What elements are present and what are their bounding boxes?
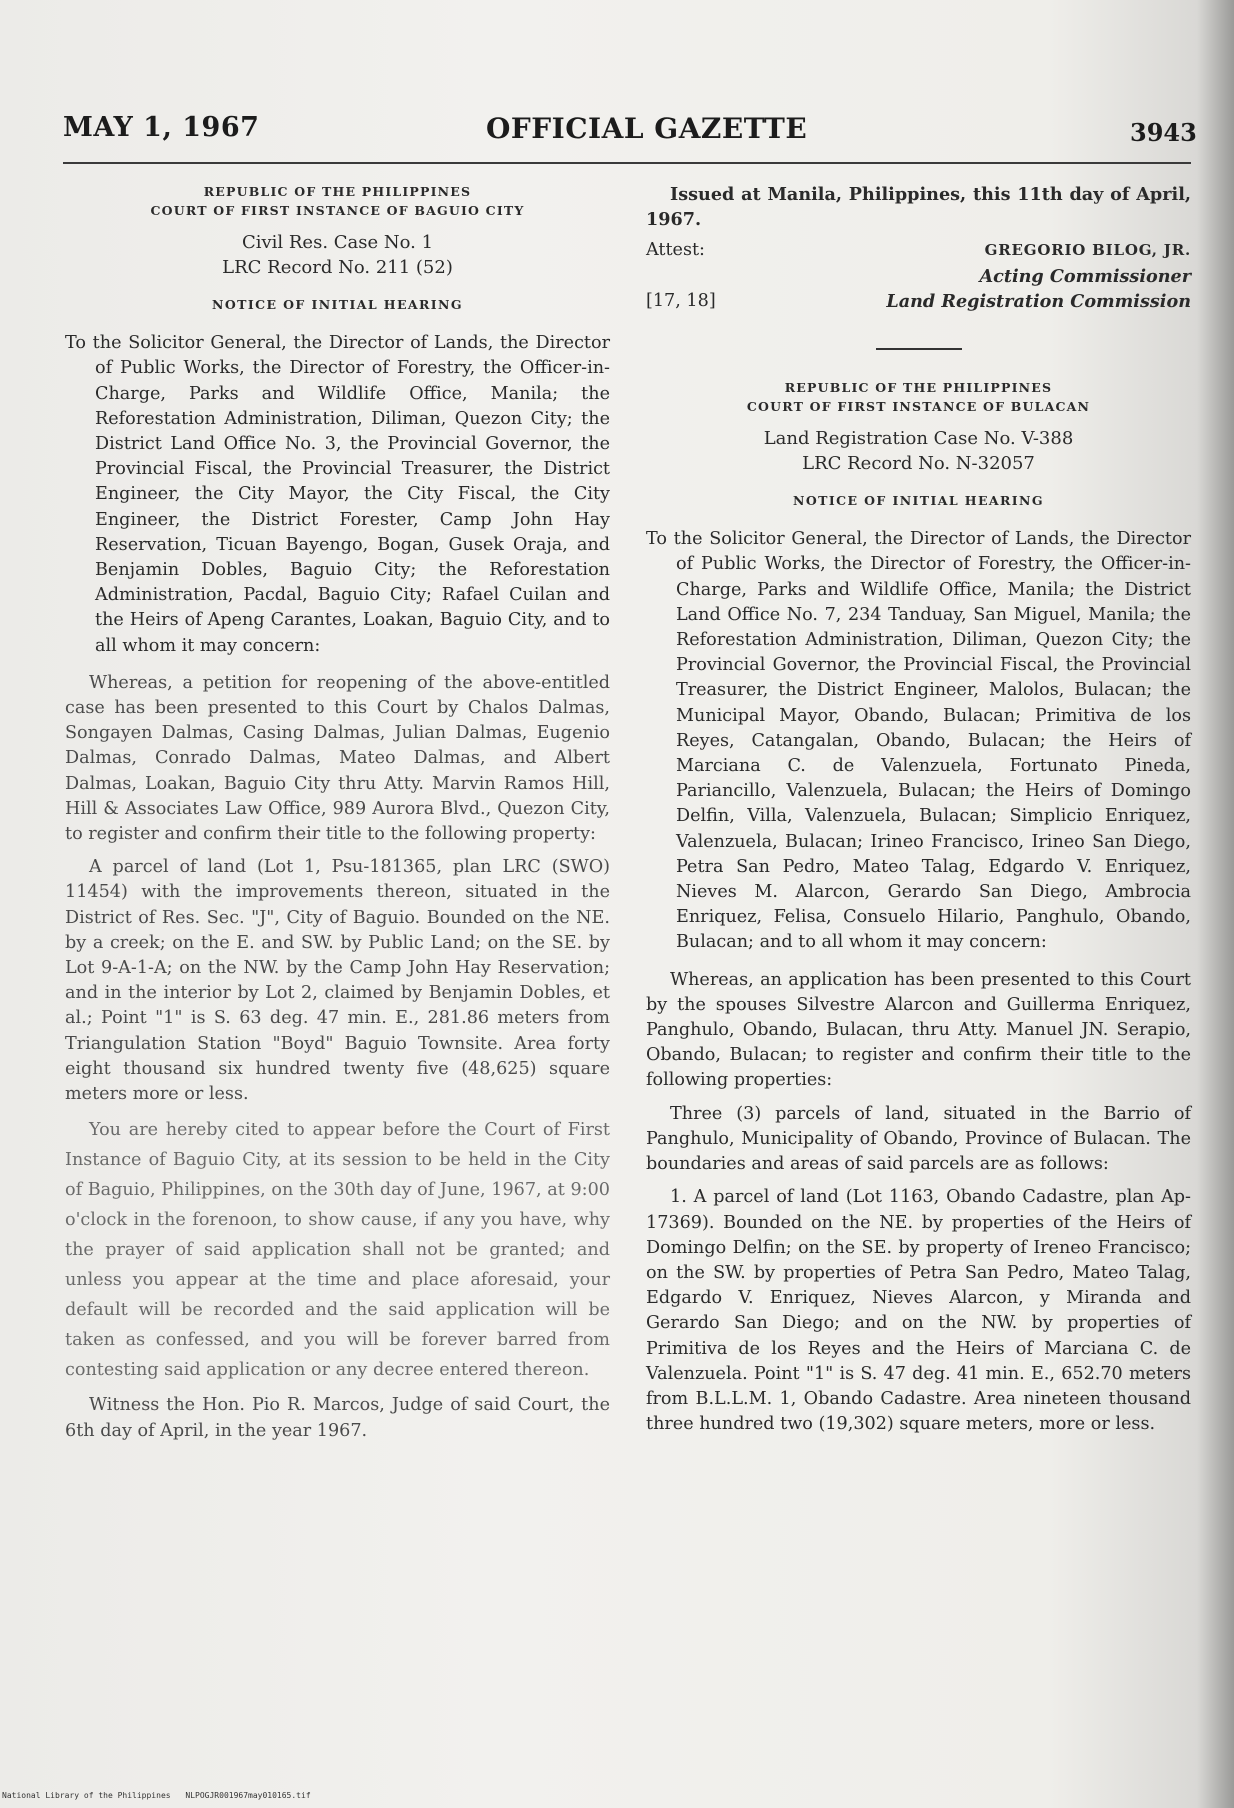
petition-paragraph: Whereas, a petition for reopening of the above-entitled case has been presented to this Court by Chalos Dalmas, Songayen Dalmas, Casing Dalmas, Julian Dalmas, Eugenio Dalmas, Conrado Dalmas, Mateo Dalmas, and Albert Dalmas, Loakan, Baguio City thru Atty. Marvin Ramos Hill, Hill & Associates Law Office, 989 Aurora Blvd., Quezon City, to register and confirm their title to the following property:	[65, 672, 610, 845]
citation-paragraph: You are hereby cited to appear before the Court of First Instance of Baguio City, at its session to be held in the City of Baguio, Philippines, on the 30th day of June, 1967, at 9:00 o'clock in the forenoon, to show cause, if any you have, why the prayer of said application shall not be granted; and unless you appear at the time and place aforesaid, your default will be recorded and the said application will be taken as confessed, and you will be forever barred from contesting said application or any decree entered thereon.	[65, 1120, 610, 1381]
lot-description-paragraph: 1. A parcel of land (Lot 1163, Obando Cadastre, plan Ap-17369). Bounded on the NE. by properties of the Heirs of Domingo Delfin; on the SE. by property of Ireneo Francisco; on the SW. by properties of Petra San Pedro, Mateo Talag, Edgardo V. Enriquez, Nieves Alarcon, y Miranda and Gerardo San Diego; and on the NW. by properties of Primitiva de los Reyes and the Heirs of Marciana C. de Valenzuela. Point "1" is S. 47 deg. 41 min. E., 652.70 meters from B.L.L.M. 1, Obando Cadastre. Area nineteen thousand three hundred two (19,302) square meters, more or less.	[646, 1187, 1191, 1435]
attest-label: Attest:	[646, 240, 705, 261]
court-heading: COURT OF FIRST INSTANCE OF BULACAN	[746, 399, 1091, 415]
signatory-name: GREGORIO BILOG, JR.	[984, 241, 1191, 260]
library-name: National Library of the Philippines	[2, 1791, 171, 1800]
issued-paragraph: Issued at Manila, Philippines, this 11th day of April, 1967.	[646, 184, 1191, 231]
scan-footer	[2, 1791, 321, 1800]
notice-title: NOTICE OF INITIAL HEARING	[212, 297, 463, 312]
republic-heading: REPUBLIC OF THE PHILIPPINES	[784, 380, 1053, 396]
signatory-title: Acting Commissioner	[979, 265, 1191, 287]
signature-block	[979, 238, 1191, 288]
application-paragraph: Whereas, an application has been presented to this Court by the spouses Silvestre Alarcon and Guillerma Enriquez, Panghulo, Obando, Bulacan, thru Atty. Manuel JN. Serapio, Obando, Bulacan; to register and confirm their title to the following properties:	[646, 969, 1191, 1091]
case-number: Land Registration Case No. V-388	[763, 428, 1074, 450]
issue-date: MAY 1, 1967	[63, 112, 260, 143]
left-column	[65, 182, 610, 1444]
case-number: Civil Res. Case No. 1	[241, 232, 434, 253]
file-name: NLPOGJR001967may010165.tif	[185, 1791, 311, 1800]
header-rule	[63, 162, 1191, 164]
reference-line	[646, 289, 1191, 314]
right-column	[646, 182, 1191, 1437]
publication-title: OFFICIAL GAZETTE	[486, 112, 808, 145]
parcels-paragraph: Three (3) parcels of land, situated in the Barrio of Panghulo, Municipality of Obando, Province of Bulacan. The boundaries and areas of said parcels are as follows:	[646, 1103, 1191, 1175]
addressee-paragraph: To the Solicitor General, the Director of Lands, the Director of Public Works, the Director of Forestry, the Officer-in-Charge, Parks and Wildlife Office, Manila; the Reforestation Administration, Diliman, Quezon City; the District Land Office No. 3, the Provincial Governor, the Provincial Fiscal, the Provincial Treasurer, the District Engineer, the City Mayor, the City Fiscal, the City Engineer, the District Forester, Camp John Hay Reservation, Ticuan Bayengo, Bogan, Gusek Oraja, and Benjamin Dobles, Baguio City; the Reforestation Administration, Pacdal, Baguio City; Rafael Cuilan and the Heirs of Apeng Carantes, Loakan, Baguio City, and to all whom it may concern:	[65, 333, 610, 656]
page-number: 3943	[1130, 118, 1197, 147]
witness-paragraph: Witness the Hon. Pio R. Marcos, Judge of said Court, the 6th day of April, in the year 1967.	[65, 1395, 610, 1441]
reference-number: [17, 18]	[646, 290, 716, 311]
notice-title: NOTICE OF INITIAL HEARING	[793, 493, 1044, 509]
addressee-paragraph: To the Solicitor General, the Director of Lands, the Director of Public Works, the Director of Forestry, the Officer-in-Charge, Parks and Wildlife Office, Manila; the District Land Office No. 7, 234 Tanduay, San Miguel, Manila; the Reforestation Administration, Diliman, Quezon City; the Provincial Governor, the Provincial Fiscal, the Provincial Treasurer, the District Engineer, Malolos, Bulacan; the Municipal Mayor, Obando, Bulacan; Primitiva de los Reyes, Catangalan, Obando, Bulacan; the Heirs of Marciana C. de Valenzuela, Fortunato Pineda, Pariancillo, Valenzuela, Bulacan; the Heirs of Domingo Delfin, Villa, Valenzuela, Bulacan; Simplicio Enriquez, Valenzuela, Bulacan; Irineo Francisco, Irineo San Diego, Petra San Pedro, Mateo Talag, Edgardo V. Enriquez, Nieves M. Alarcon, Gerardo San Diego, Ambrocia Enriquez, Felisa, Consuelo Hilario, Panghulo, Obando, Bulacan; and to all whom it may concern:	[646, 529, 1191, 953]
republic-heading: REPUBLIC OF THE PHILIPPINES	[203, 184, 472, 199]
court-heading: COURT OF FIRST INSTANCE OF BAGUIO CITY	[150, 203, 525, 218]
signatory-office: Land Registration Commission	[886, 290, 1191, 312]
record-number: LRC Record No. 211 (52)	[222, 257, 453, 278]
record-number: LRC Record No. N-32057	[802, 453, 1035, 475]
property-paragraph: A parcel of land (Lot 1, Psu-181365, plan LRC (SWO) 11454) with the improvements thereon, situated in the District of Res. Sec. "J", City of Baguio. Bounded on the NE. by a creek; on the E. and SW. by Public Land; on the SE. by Lot 9-A-1-A; on the NW. by the Camp John Hay Reservation; and in the interior by Lot 2, claimed by Benjamin Dobles, et al.; Point "1" is S. 63 deg. 47 min. E., 281.86 meters from Triangulation Station "Boyd" Baguio Townsite. Area forty eight thousand six hundred twenty five (48,625) square meters more or less.	[65, 857, 610, 1105]
attest-block	[646, 238, 1191, 288]
section-divider	[876, 348, 962, 350]
